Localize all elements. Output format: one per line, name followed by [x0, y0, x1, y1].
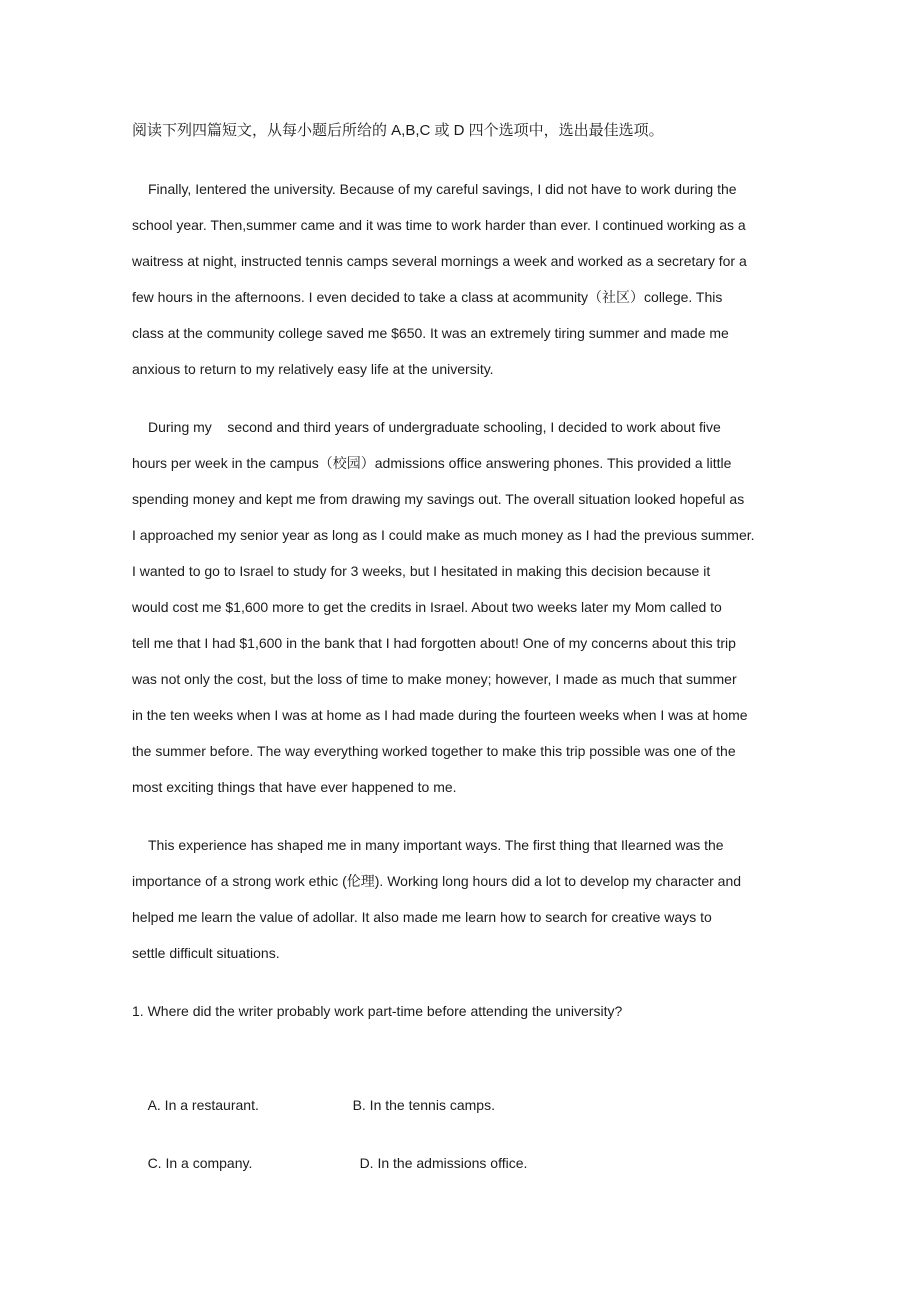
- paragraph-line: school year. Then,summer came and it was time to work harder than ever. I continued working as a: [132, 217, 746, 233]
- paragraph-line: class at the community college saved me $650. It was an extremely tiring summer and made me: [132, 325, 729, 341]
- option-c: C. In a company.: [147, 1155, 253, 1171]
- paragraph-line: spending money and kept me from drawing my savings out. The overall situation looked hopeful as: [132, 491, 745, 507]
- paragraph-line: was not only the cost, but the loss of time to make money; however, I made as much that summer: [132, 671, 737, 687]
- paragraph-line: hours per week in the campus（校园）admissions office answering phones. This provided a little: [132, 455, 732, 471]
- paragraph-line: importance of a strong work ethic (伦理). Working long hours did a lot to develop my character and: [132, 873, 742, 889]
- paragraph: [132, 171, 890, 387]
- paragraph-line: would cost me $1,600 more to get the credits in Israel. About two weeks later my Mom called to: [132, 599, 722, 615]
- option-b: B. In the tennis camps.: [352, 1097, 495, 1113]
- paragraph-line: settle difficult situations.: [132, 945, 280, 961]
- paragraph-line: helped me learn the value of adollar. It also made me learn how to search for creative ways to: [132, 909, 712, 925]
- paragraph-line: During my second and third years of undergraduate schooling, I decided to work about five: [148, 419, 721, 435]
- options-row-ab: [132, 1051, 890, 1113]
- paragraph-line: most exciting things that have ever happened to me.: [132, 779, 457, 795]
- option-a: A. In a restaurant.: [147, 1097, 259, 1113]
- paragraph-line: tell me that I had $1,600 in the bank that I had forgotten about! One of my concerns about this trip: [132, 635, 736, 651]
- instruction-line: 阅读下列四篇短文，从每小题后所给的 A,B,C 或 D 四个选项中，选出最佳选项。: [132, 122, 664, 139]
- option-d: D. In the admissions office.: [359, 1155, 528, 1171]
- paragraph-line: few hours in the afternoons. I even decided to take a class at acommunity（社区）college. This: [132, 289, 723, 305]
- paragraph-line: Finally, Ientered the university. Because of my careful savings, I did not have to work during the: [148, 181, 737, 197]
- paragraph-line: This experience has shaped me in many important ways. The first thing that Ilearned was the: [148, 837, 724, 853]
- reading-passage: [132, 171, 890, 971]
- paragraph-line: in the ten weeks when I was at home as I had made during the fourteen weeks when I was at home: [132, 707, 748, 723]
- paragraph: [132, 827, 890, 971]
- question-1: 1. Where did the writer probably work part-time before attending the university?: [132, 1003, 623, 1019]
- paragraph-line: anxious to return to my relatively easy life at the university.: [132, 361, 494, 377]
- paragraph-line: waitress at night, instructed tennis camps several mornings a week and worked as a secretary for a: [132, 253, 747, 269]
- paragraph-line: I wanted to go to Israel to study for 3 weeks, but I hesitated in making this decision because it: [132, 563, 711, 579]
- paragraph-line: the summer before. The way everything worked together to make this trip possible was one of the: [132, 743, 736, 759]
- paragraph: [132, 409, 890, 805]
- paragraph-line: I approached my senior year as long as I could make as much money as I had the previous summer.: [132, 527, 755, 543]
